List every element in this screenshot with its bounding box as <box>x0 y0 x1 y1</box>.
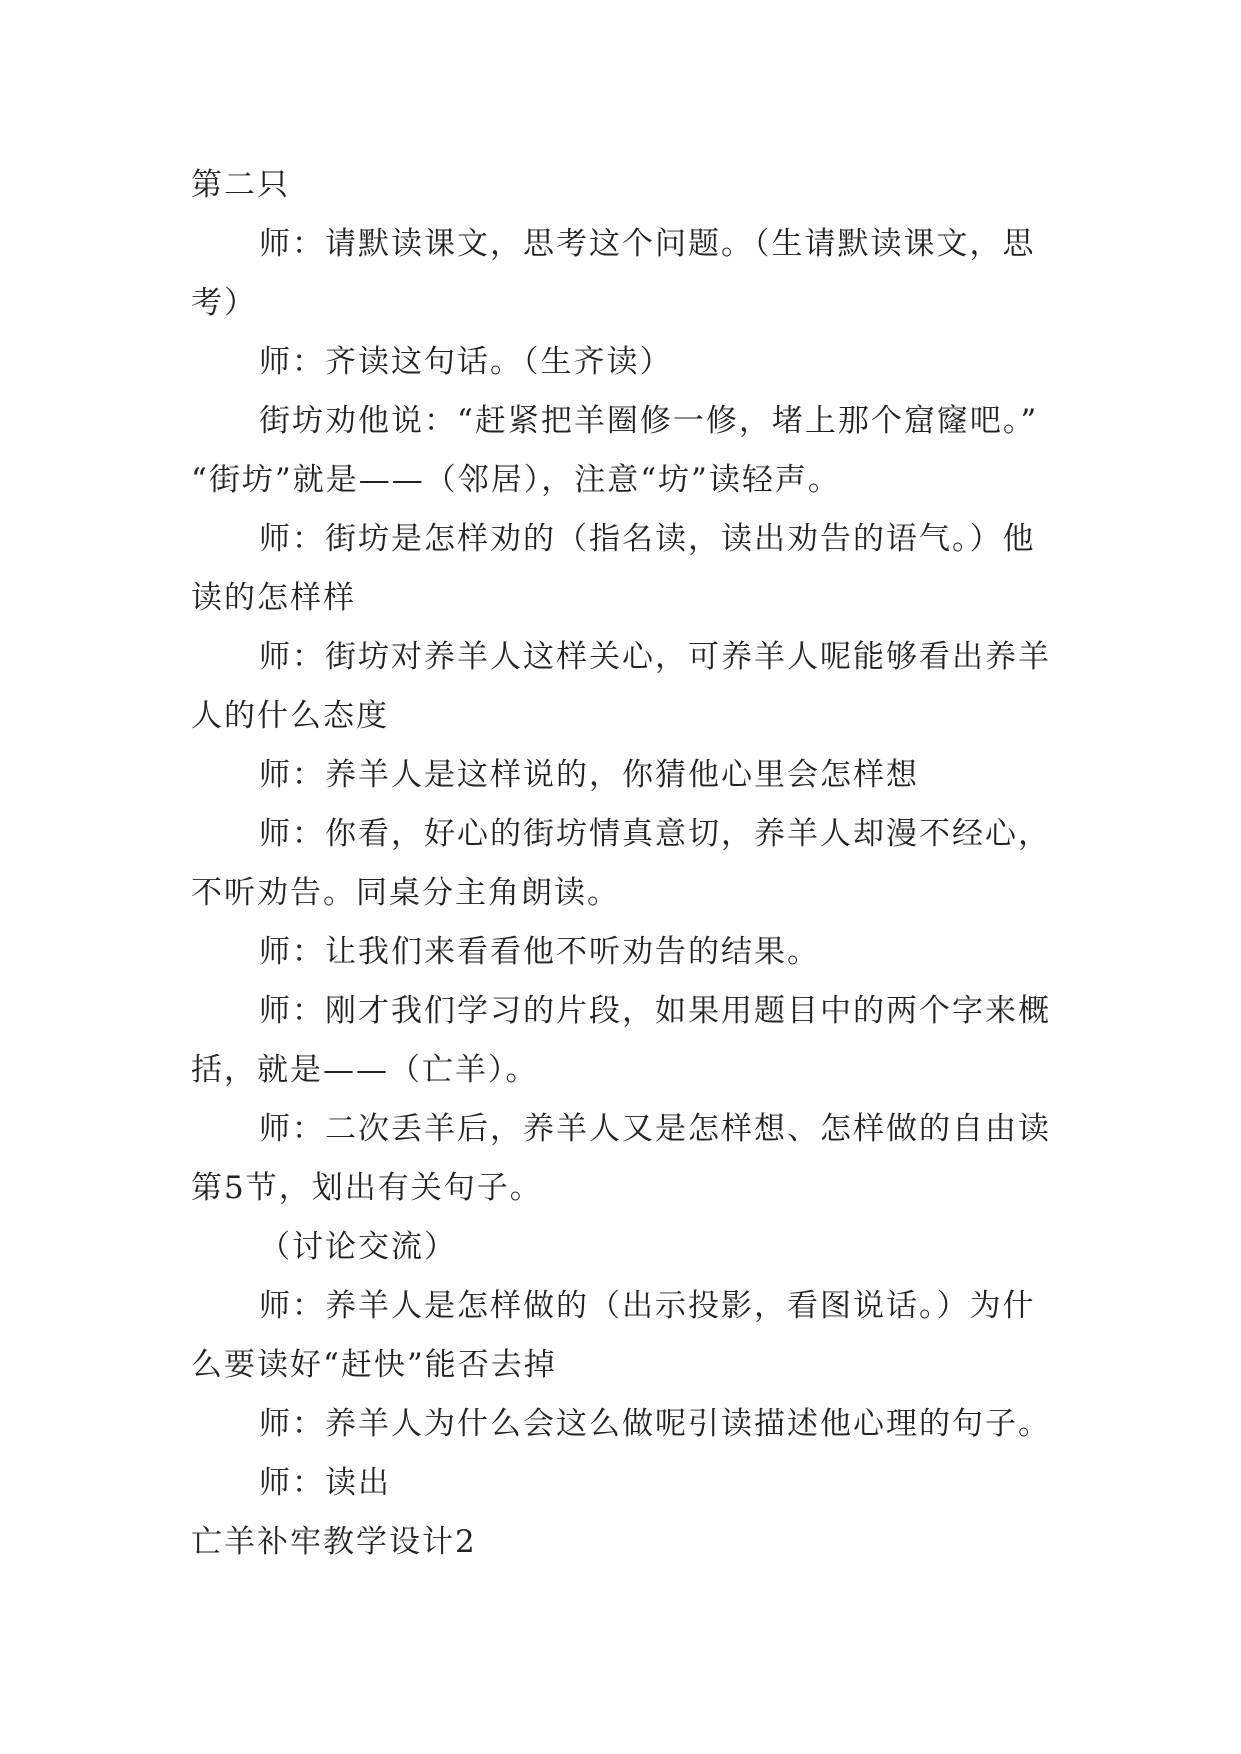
paragraph-line: 师：你看，好心的街坊情真意切，养羊人却漫不经心， <box>259 816 1051 852</box>
paragraph-line: 括，就是——（亡羊）。 <box>191 1052 539 1088</box>
paragraph-line: 么要读好“赶快”能否去掉 <box>191 1347 557 1383</box>
paragraph-line: 考） <box>191 285 257 321</box>
section-heading: 第二只 <box>191 167 290 203</box>
paragraph-line: 不听劝告。同桌分主角朗读。 <box>191 875 620 911</box>
paragraph-line: 师：街坊是怎样劝的（指名读，读出劝告的语气。）他 <box>259 521 1036 557</box>
paragraph-line: 师：齐读这句话。（生齐读） <box>259 344 673 380</box>
paragraph-line: “街坊”就是——（邻居），注意“坊”读轻声。 <box>191 462 841 498</box>
paragraph-line: 师：刚才我们学习的片段，如果用题目中的两个字来概 <box>259 993 1051 1029</box>
paragraph-line: 师：请默读课文，思考这个问题。（生请默读课文，思 <box>259 226 1036 262</box>
paragraph-line: 师：读出 <box>259 1465 391 1501</box>
paragraph-line: 读的怎样样 <box>191 580 356 616</box>
paragraph-line: 师：养羊人是怎样做的（出示投影，看图说话。）为什 <box>259 1288 1036 1324</box>
paragraph-line: 第5节，划出有关句子。 <box>191 1170 543 1206</box>
paragraph-line: （讨论交流） <box>259 1229 457 1265</box>
document-body <box>191 156 1091 1572</box>
document-title: 亡羊补牢教学设计2 <box>191 1524 477 1560</box>
paragraph-line: 师：让我们来看看他不听劝告的结果。 <box>259 934 820 970</box>
paragraph-line: 师：养羊人为什么会这么做呢引读描述他心理的句子。 <box>259 1406 1051 1442</box>
paragraph-line: 师：二次丢羊后，养羊人又是怎样想、怎样做的自由读 <box>259 1111 1051 1147</box>
paragraph-line: 师：街坊对养羊人这样关心，可养羊人呢能够看出养羊 <box>259 639 1051 675</box>
paragraph-line: 街坊劝他说：“赶紧把羊圈修一修，堵上那个窟窿吧。” <box>259 403 1039 439</box>
paragraph-line: 师：养羊人是这样说的，你猜他心里会怎样想 <box>259 757 919 793</box>
paragraph-line: 人的什么态度 <box>191 698 389 734</box>
